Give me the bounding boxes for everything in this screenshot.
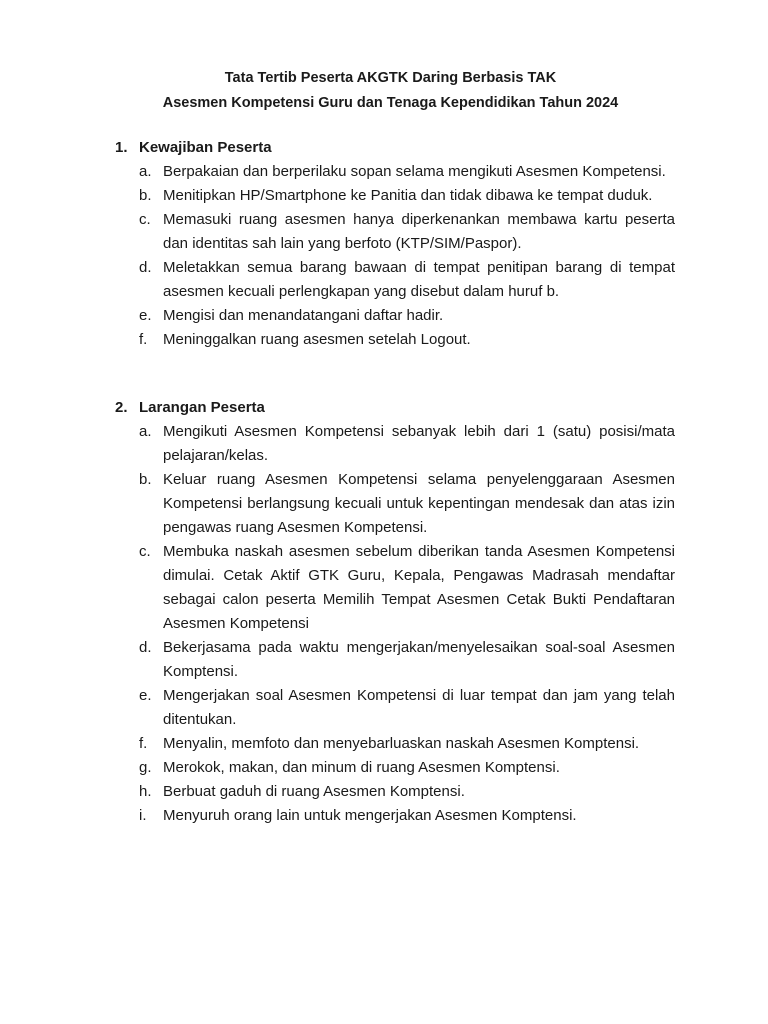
section-heading-text: Larangan Peserta bbox=[139, 399, 265, 416]
item-letter: b. bbox=[139, 187, 152, 204]
list-item bbox=[106, 756, 675, 780]
item-letter: c. bbox=[139, 543, 151, 560]
item-text: Mengikuti Asesmen Kompetensi sebanyak lebih dari 1 (satu) posisi/mata pelajaran/kelas. bbox=[163, 423, 675, 464]
item-text: Membuka naskah asesmen sebelum diberikan tanda Asesmen Kompetensi dimulai. Cetak Aktif GTK Guru, Kepala, Pengawas Madrasah mendaftar sebagai calon peserta Memilih Tempat Asesmen Cetak Bukti Pendaftaran Asesmen Kompetensi bbox=[163, 543, 675, 632]
list-item bbox=[106, 732, 675, 756]
document-title bbox=[106, 66, 675, 116]
list-item bbox=[106, 304, 675, 328]
section-larangan bbox=[106, 396, 675, 828]
title-line-1: Tata Tertib Peserta AKGTK Daring Berbasis TAK bbox=[224, 70, 557, 86]
item-text: Meletakkan semua barang bawaan di tempat penitipan barang di tempat asesmen kecuali perlengkapan yang disebut dalam huruf b. bbox=[163, 259, 675, 300]
item-list bbox=[106, 160, 675, 352]
item-text: Menyalin, memfoto dan menyebarluaskan naskah Asesmen Komptensi. bbox=[163, 735, 640, 752]
section-kewajiban bbox=[106, 136, 675, 352]
section-heading-text: Kewajiban Peserta bbox=[139, 139, 272, 156]
section-heading bbox=[106, 396, 675, 420]
item-letter: f. bbox=[139, 331, 148, 348]
list-item bbox=[106, 420, 675, 468]
list-item bbox=[106, 328, 675, 352]
section-number: 1. bbox=[115, 139, 128, 156]
list-item bbox=[106, 804, 675, 828]
section-heading bbox=[106, 136, 675, 160]
item-letter: a. bbox=[139, 423, 152, 440]
item-letter: h. bbox=[139, 783, 152, 800]
item-letter: e. bbox=[139, 687, 152, 704]
list-item bbox=[106, 780, 675, 804]
item-letter: g. bbox=[139, 759, 152, 776]
item-text: Meninggalkan ruang asesmen setelah Logout. bbox=[163, 331, 471, 348]
list-item bbox=[106, 256, 675, 304]
list-item bbox=[106, 184, 675, 208]
item-letter: f. bbox=[139, 735, 148, 752]
item-letter: i. bbox=[139, 807, 147, 824]
item-text: Menitipkan HP/Smartphone ke Panitia dan tidak dibawa ke tempat duduk. bbox=[163, 187, 653, 204]
item-list bbox=[106, 420, 675, 828]
item-text: Mengerjakan soal Asesmen Kompetensi di luar tempat dan jam yang telah ditentukan. bbox=[163, 687, 675, 728]
list-item bbox=[106, 468, 675, 540]
item-text: Memasuki ruang asesmen hanya diperkenankan membawa kartu peserta dan identitas sah lain yang berfoto (KTP/SIM/Paspor). bbox=[163, 211, 675, 252]
list-item bbox=[106, 636, 675, 684]
item-text: Berbuat gaduh di ruang Asesmen Komptensi. bbox=[163, 783, 465, 800]
list-item bbox=[106, 160, 675, 184]
item-text: Menyuruh orang lain untuk mengerjakan Asesmen Komptensi. bbox=[163, 807, 577, 824]
list-item bbox=[106, 540, 675, 636]
list-item bbox=[106, 208, 675, 256]
item-text: Mengisi dan menandatangani daftar hadir. bbox=[163, 307, 444, 324]
item-letter: c. bbox=[139, 211, 151, 228]
title-line-2: Asesmen Kompetensi Guru dan Tenaga Kependidikan Tahun 2024 bbox=[162, 95, 619, 111]
list-item bbox=[106, 684, 675, 732]
item-letter: d. bbox=[139, 259, 152, 276]
item-letter: e. bbox=[139, 307, 152, 324]
item-letter: a. bbox=[139, 163, 152, 180]
item-letter: d. bbox=[139, 639, 152, 656]
item-text: Keluar ruang Asesmen Kompetensi selama penyelenggaraan Asesmen Kompetensi berlangsung kecuali untuk kepentingan mendesak dan atas izin pengawas ruang Asesmen Kompetensi. bbox=[163, 471, 675, 536]
item-text: Bekerjasama pada waktu mengerjakan/menyelesaikan soal-soal Asesmen Komptensi. bbox=[163, 639, 675, 680]
section-number: 2. bbox=[115, 399, 128, 416]
item-text: Merokok, makan, dan minum di ruang Asesmen Komptensi. bbox=[163, 759, 560, 776]
item-letter: b. bbox=[139, 471, 152, 488]
item-text: Berpakaian dan berperilaku sopan selama mengikuti Asesmen Kompetensi. bbox=[163, 163, 666, 180]
